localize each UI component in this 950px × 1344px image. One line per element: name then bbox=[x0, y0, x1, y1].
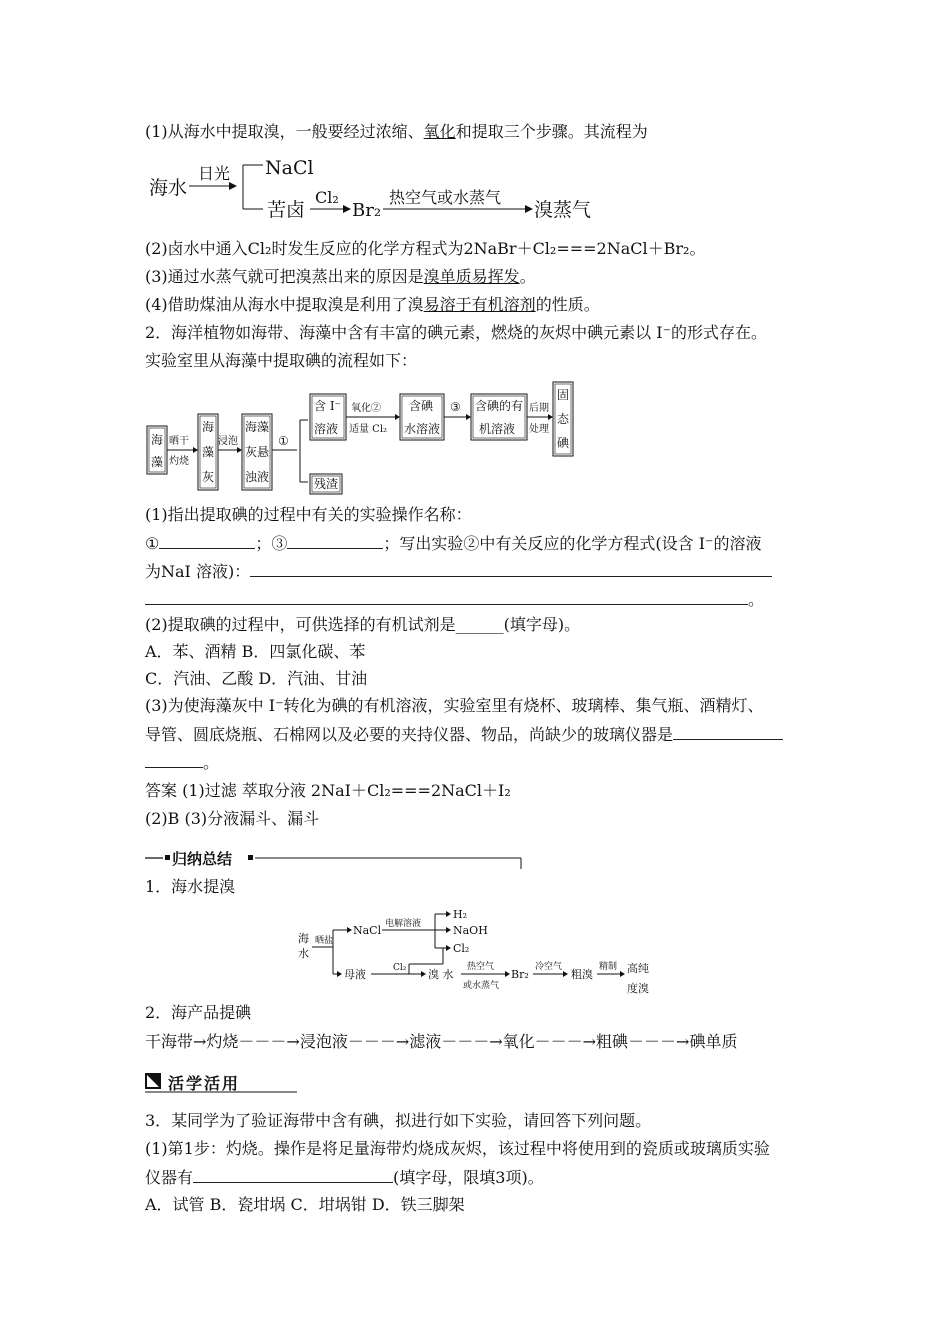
s-cl2: Cl₂ bbox=[453, 942, 470, 955]
box-suspension-2: 灰悬 bbox=[245, 445, 270, 459]
practice-title: 活学活用 bbox=[168, 1074, 241, 1093]
blank-instrument[interactable] bbox=[673, 723, 783, 740]
iodine-flow-diagram bbox=[145, 380, 585, 498]
q1-intro: (1)从海水中提取溴，一般要经过浓缩、氧化和提取三个步骤。其流程为 bbox=[145, 122, 648, 141]
box-solid-3: 碘 bbox=[557, 436, 570, 450]
s-muye: 母液 bbox=[344, 968, 366, 981]
q1-part3: (3)通过水蒸气就可把溴蒸出来的原因是溴单质易挥发。 bbox=[145, 267, 536, 286]
summary-heading-2: 2．海产品提碘 bbox=[145, 1003, 252, 1022]
q2-sub1: (1)指出提取碘的过程中有关的实验操作名称： bbox=[145, 505, 472, 524]
q2-sub1-equation-cont: 。 bbox=[145, 588, 764, 611]
summary-heading-1: 1．海水提溴 bbox=[145, 877, 236, 896]
q2-line1: 2．海洋植物如海带、海藻中含有丰富的碘元素，燃烧的灰烬中碘元素以 I⁻的形式存在。 bbox=[145, 323, 768, 342]
s-electro: 电解溶液 bbox=[385, 919, 422, 929]
box-aqueous-2: 水溶液 bbox=[404, 422, 441, 436]
blank-instrument-2[interactable] bbox=[145, 751, 203, 768]
box-iodide-2: 溶液 bbox=[314, 422, 339, 436]
flow-sunlight: 日光 bbox=[198, 164, 231, 183]
flow-bromine-vapor: 溴蒸气 bbox=[534, 199, 592, 221]
q1-answer-volatile: 溴单质易挥发 bbox=[423, 267, 520, 286]
bromine-flow-diagram bbox=[145, 152, 625, 232]
q2-answer1: 答案 (1)过滤 萃取分液 2NaI＋Cl₂===2NaCl＋I₂ bbox=[145, 781, 511, 800]
s-cl2b: Cl₂ bbox=[393, 963, 407, 973]
s-nacl: NaCl bbox=[353, 924, 382, 937]
box-iodide-1: 含 I⁻ bbox=[314, 399, 341, 413]
arrow-oxidation: 氧化② bbox=[351, 403, 381, 414]
step-1: ① bbox=[278, 434, 289, 448]
q2-answer2: (2)B (3)分液漏斗、漏斗 bbox=[145, 809, 320, 828]
box-suspension-3: 浊液 bbox=[245, 470, 270, 484]
summary-bromine-flow bbox=[295, 902, 675, 998]
q2-sub3-cont2: 。 bbox=[145, 751, 219, 774]
s-sea-2: 水 bbox=[298, 947, 309, 960]
s-hotair-1: 热空气 bbox=[467, 962, 495, 972]
arrow-soak: 浸泡 bbox=[218, 436, 238, 447]
s-xiushui: 溴 水 bbox=[428, 968, 454, 981]
s-cuxiu: 粗溴 bbox=[571, 968, 593, 981]
blank-q3-instruments[interactable] bbox=[193, 1166, 393, 1183]
s-h2: H₂ bbox=[453, 908, 468, 921]
s-pure-2: 度溴 bbox=[627, 982, 649, 995]
s-sea-1: 海 bbox=[298, 932, 309, 945]
arrow-process: 处理 bbox=[529, 424, 549, 435]
box-organic-2: 机溶液 bbox=[479, 422, 516, 436]
box-ash-2: 藻 bbox=[202, 445, 215, 459]
q1-part4: (4)借助煤油从海水中提取溴是利用了溴易溶于有机溶剂的性质。 bbox=[145, 295, 600, 314]
box-solid-1: 固 bbox=[557, 388, 570, 402]
q3-options: A．试管 B．瓷坩埚 C．坩埚钳 D．铁三脚架 bbox=[145, 1195, 465, 1214]
flow-seawater: 海水 bbox=[149, 177, 188, 199]
blank-step1[interactable] bbox=[159, 532, 255, 549]
s-pure-1: 高纯 bbox=[627, 962, 649, 975]
s-coldair: 冷空气 bbox=[535, 962, 563, 972]
q2-sub3-cont: 导管、圆底烧瓶、石棉网以及必要的夹持仪器、物品，尚缺少的玻璃仪器是 bbox=[145, 723, 783, 746]
flow-nacl: NaCl bbox=[265, 157, 314, 179]
flow-br2: Br₂ bbox=[352, 200, 382, 221]
box-ash-1: 海 bbox=[202, 420, 215, 434]
arrow-later: 后期 bbox=[529, 403, 549, 414]
s-naoh: NaOH bbox=[453, 924, 488, 937]
s-hotair-2: 或水蒸气 bbox=[463, 981, 500, 991]
q3-part1: (1)第1步：灼烧。操作是将足量海带灼烧成灰烬，该过程中将使用到的瓷质或玻璃质实验 bbox=[145, 1139, 770, 1158]
q1-answer-soluble: 易溶于有机溶剂 bbox=[423, 295, 536, 314]
blank-equation[interactable] bbox=[250, 560, 772, 577]
box-residue: 残渣 bbox=[314, 477, 339, 491]
q3-stem: 3．某同学为了验证海带中含有碘，拟进行如下实验，请回答下列问题。 bbox=[145, 1111, 652, 1130]
flow-bittern: 苦卤 bbox=[267, 199, 306, 221]
summary-title: 归纳总结 bbox=[172, 850, 233, 868]
flow-cl2: Cl₂ bbox=[315, 188, 339, 207]
box-suspension-1: 海藻 bbox=[245, 420, 270, 434]
blank-step3[interactable] bbox=[287, 532, 383, 549]
q2-options-ab: A．苯、酒精 B．四氯化碳、苯 bbox=[145, 642, 366, 661]
blank-equation-2[interactable] bbox=[145, 588, 748, 605]
box-ash-3: 灰 bbox=[202, 470, 215, 484]
q1-part2: (2)卤水中通入Cl₂时发生反应的化学方程式为2NaBr＋Cl₂===2NaCl＋Br₂。 bbox=[145, 239, 706, 258]
q2-line2: 实验室里从海藻中提取碘的流程如下： bbox=[145, 351, 418, 370]
q3-part1-cont: 仪器有 (填字母，限填3项)。 bbox=[145, 1168, 544, 1187]
box-aqueous-1: 含碘 bbox=[409, 399, 434, 413]
q2-options-cd: C．汽油、乙酸 D．汽油、甘油 bbox=[145, 669, 368, 688]
flow-hot-air: 热空气或水蒸气 bbox=[389, 188, 502, 207]
s-shai: 晒盐 bbox=[315, 936, 334, 946]
arrow-dry: 晒干 bbox=[169, 436, 189, 447]
arrow-cl2: 适量 Cl₂ bbox=[349, 424, 388, 435]
summary-iodine-chain: 干海带→灼烧－－－→浸泡液－－－→滤液－－－→氧化－－－→粗碘－－－→碘单质 bbox=[145, 1032, 738, 1051]
arrow-burn: 灼烧 bbox=[169, 456, 189, 467]
q2-sub1-blanks: ① ；③ ；写出实验②中有关反应的化学方程式(设含 I⁻的溶液 bbox=[145, 534, 762, 553]
box-seaweed-1: 海 bbox=[151, 433, 164, 447]
box-seaweed-2: 藻 bbox=[151, 455, 164, 469]
step-3: ③ bbox=[450, 400, 461, 414]
q2-sub3: (3)为使海藻灰中 I⁻转化为碘的有机溶液，实验室里有烧杯、玻璃棒、集气瓶、酒精灯、 bbox=[145, 696, 764, 715]
q2-sub2: (2)提取碘的过程中，可供选择的有机试剂是______(填字母)。 bbox=[145, 615, 581, 634]
q2-sub1-equation: 为NaI 溶液)： bbox=[145, 560, 772, 583]
s-jingzhi: 精制 bbox=[599, 962, 618, 972]
q1-answer-oxidation: 氧化 bbox=[423, 122, 456, 141]
s-br2: Br₂ bbox=[511, 968, 529, 981]
box-organic-1: 含碘的有 bbox=[475, 399, 524, 413]
box-solid-2: 态 bbox=[557, 412, 570, 426]
